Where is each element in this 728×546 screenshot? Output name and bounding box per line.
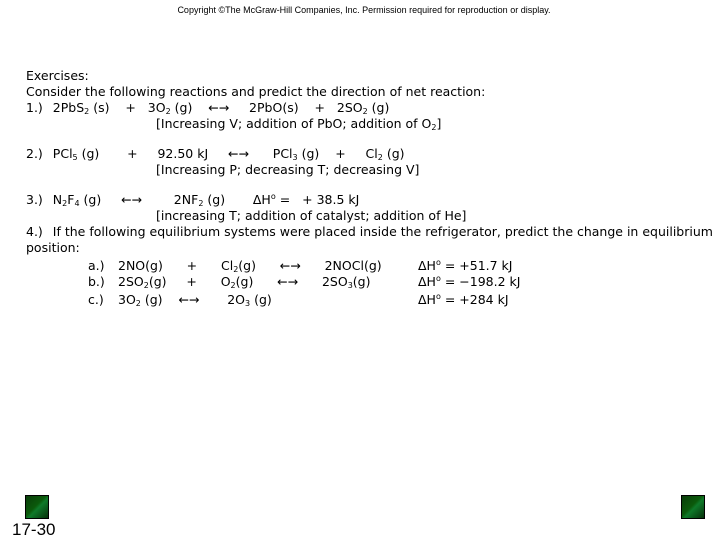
right-corner-square-icon [681, 495, 705, 519]
exercise-3-number: 3.) [26, 192, 43, 207]
exercise-4-item-a [26, 258, 716, 274]
exercises-title: Exercises: [26, 68, 89, 83]
exercise-1-conditions-row [26, 116, 716, 132]
item-a-label: a.) [88, 258, 105, 273]
copyright-notice: Copyright ©The McGraw-Hill Companies, Inc. Permission required for reproduction or display. [177, 5, 551, 15]
exercise-3-conditions: [increasing T; addition of catalyst; addition of He] [156, 208, 467, 223]
item-b-reaction: $2SO_2(g)$ + $O_2(g)$ ←→ $2SO_3(g)$ [118, 274, 371, 290]
exercise-3-conditions-row [26, 208, 716, 224]
exercise-4-item-c [26, 292, 716, 308]
item-c-label: c.) [88, 292, 104, 307]
exercise-2-conditions-row [26, 162, 716, 178]
exercise-2-equation [26, 146, 716, 162]
item-c-enthalpy: $\Delta H^o = +284$ kJ [418, 292, 509, 307]
exercise-1-number: 1.) [26, 100, 43, 115]
left-corner-square-icon [25, 495, 49, 519]
exercise-1-equation [26, 100, 716, 116]
exercise-4-question-text: If the following equilibrium systems were placed inside the refrigerator, predict the change in equilibrium [52, 224, 713, 239]
exercise-3-reaction: $N_2F_4$ (g) ←→ $2NF_2$ (g) $\Delta H^o$ = + 38.5 kJ [52, 192, 360, 208]
exercise-4-number: 4.) [26, 224, 43, 239]
exercise-4-question [26, 224, 716, 240]
exercise-1-reaction: 2PbS$_2$ (s) + $3O_2$ (g) ←→ 2PbO(s) + $2SO_2$ (g) [52, 100, 390, 116]
item-a-reaction: 2NO(g) + $Cl_2(g)$ ←→ 2NOCl(g) [118, 258, 382, 274]
exercise-2-number: 2.) [26, 146, 43, 161]
exercise-2-reaction: PCl$_5$ (g) + 92.50 kJ ←→ PCl$_3$ (g) + $Cl_2$ (g) [52, 146, 405, 162]
exercise-4-question-cont: position: [26, 240, 80, 255]
instruction-text: Consider the following reactions and predict the direction of net reaction: [26, 84, 486, 99]
exercise-3-equation [26, 192, 716, 208]
slide-number: 17-30 [12, 520, 56, 539]
exercise-4-item-b [26, 274, 716, 290]
item-a-enthalpy: $\Delta H^o = +51.7$ kJ [418, 258, 513, 273]
exercise-2-conditions: [Increasing P; decreasing T; decreasing V] [156, 162, 420, 177]
exercise-1-conditions: [Increasing V; addition of PbO; addition of $O_2$] [156, 116, 442, 132]
item-b-enthalpy: $\Delta H^o = -198.2$ kJ [418, 274, 521, 289]
exercise-content [26, 68, 716, 308]
item-c-reaction: $3O_2$ (g) ←→ $2O_3$ (g) [118, 292, 272, 308]
item-b-label: b.) [88, 274, 105, 289]
